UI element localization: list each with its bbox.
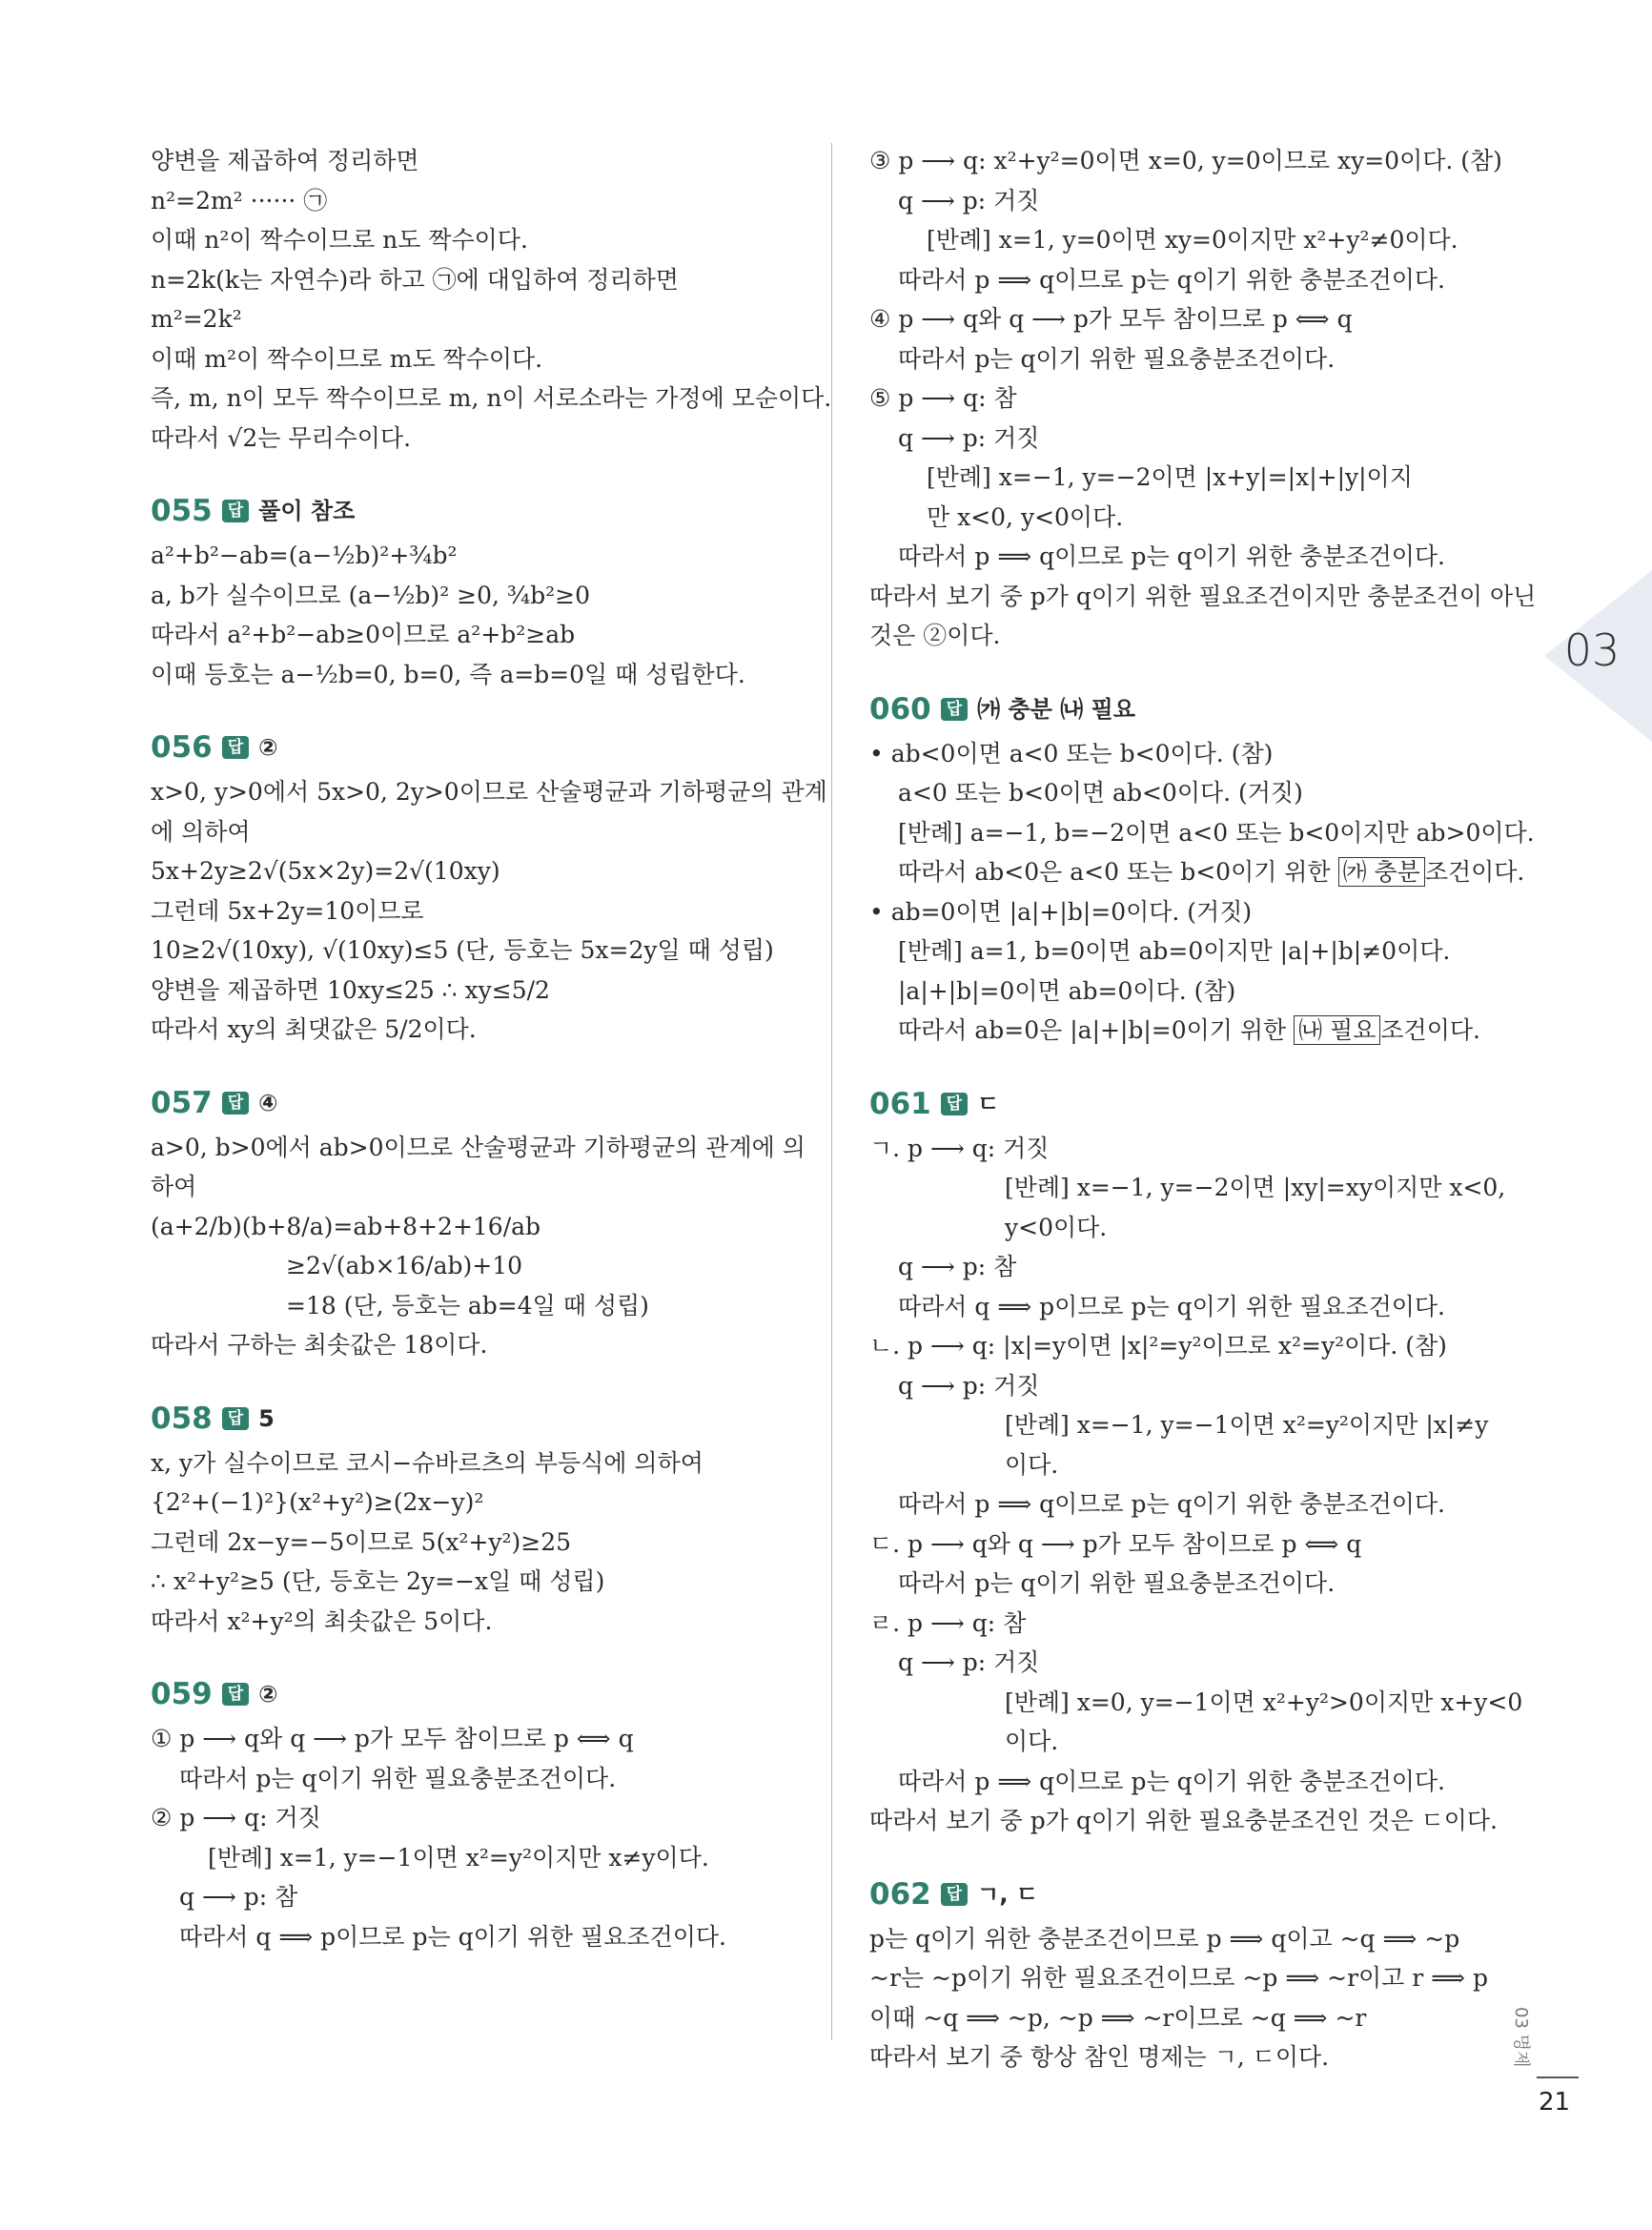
left-column bbox=[151, 141, 832, 1956]
counterexample-line: [반례] x=1, y=−1이면 x²=y²이지만 x≠y이다. bbox=[208, 1843, 709, 1872]
counterexample-line: [반례] x=0, y=−1이면 x²+y²>0이지만 x+y<0 bbox=[1005, 1688, 1523, 1716]
solution-line: q ⟶ p: 거짓 bbox=[898, 1648, 1040, 1676]
solution-line: a>0, b>0에서 ab>0이므로 산술평균과 기하평균의 관계에 의 bbox=[151, 1133, 806, 1161]
solution-line: 따라서 p ⟹ q이므로 p는 q이기 위한 충분조건이다. bbox=[898, 1767, 1445, 1795]
solution-line: ③ p ⟶ q: x²+y²=0이면 x=0, y=0이므로 xy=0이다. (참) bbox=[869, 147, 1502, 174]
solution-text: 조건이다. bbox=[1380, 1016, 1480, 1044]
counterexample-line: [반례] x=−1, y=−1이면 x²=y²이지만 |x|≠y bbox=[1005, 1411, 1489, 1439]
solution-line: ㄹ. p ⟶ q: 참 bbox=[869, 1608, 1027, 1637]
solution-line: 그런데 2x−y=−5이므로 5(x²+y²)≥25 bbox=[151, 1527, 572, 1556]
solution-text: 따라서 ab=0은 |a|+|b|=0이기 위한 bbox=[898, 1016, 1287, 1044]
solution-line: 따라서 p는 q이기 위한 필요충분조건이다. bbox=[179, 1764, 617, 1792]
problem-header-061 bbox=[869, 1083, 1518, 1125]
answer-value: ㈎ 충분 ㈏ 필요 bbox=[977, 695, 1135, 723]
counterexample-line: 만 x<0, y<0이다. bbox=[927, 502, 1124, 531]
solution-line: 따라서 구하는 최솟값은 18이다. bbox=[151, 1331, 488, 1359]
page-number-rule bbox=[1537, 2077, 1579, 2078]
problem-header-058 bbox=[151, 1398, 799, 1440]
solution-line: x>0, y>0에서 5x>0, 2y>0이므로 산술평균과 기하평균의 관계 bbox=[151, 778, 827, 806]
answer-tag: 답 bbox=[222, 1092, 249, 1115]
solution-line: 그런데 5x+2y=10이므로 bbox=[151, 896, 424, 925]
intro-line: m²=2k² bbox=[151, 305, 242, 333]
problem-number: 057 bbox=[151, 1085, 213, 1120]
intro-line: n²=2m² ······ ㉠ bbox=[151, 186, 328, 215]
solution-line bbox=[869, 1011, 1518, 1051]
counterexample-line: [반례] a=−1, b=−2이면 a<0 또는 b<0이지만 ab>0이다. bbox=[898, 818, 1535, 847]
problem-header-060 bbox=[869, 688, 1518, 730]
column-divider bbox=[831, 143, 832, 2040]
solution-line: ② p ⟶ q: 거짓 bbox=[151, 1804, 321, 1831]
problem-header-057 bbox=[151, 1082, 799, 1124]
solution-line: 따라서 p ⟹ q이므로 p는 q이기 위한 충분조건이다. bbox=[898, 265, 1445, 294]
solution-line: 따라서 보기 중 p가 q이기 위한 필요충분조건인 것은 ㄷ이다. bbox=[869, 1807, 1498, 1834]
intro-line: 즉, m, n이 모두 짝수이므로 m, n이 서로소라는 가정에 모순이다. bbox=[151, 384, 832, 412]
problem-number: 062 bbox=[869, 1876, 931, 1912]
solution-line: 따라서 p는 q이기 위한 필요충분조건이다. bbox=[898, 344, 1336, 373]
solution-line: p는 q이기 위한 충분조건이므로 p ⟹ q이고 ~q ⟹ ~p bbox=[869, 1924, 1460, 1953]
side-caption: 03 명제 bbox=[1511, 2007, 1531, 2068]
answer-value: ② bbox=[258, 1681, 278, 1708]
solution-line: • ab=0이면 |a|+|b|=0이다. (거짓) bbox=[869, 897, 1253, 926]
answer-tag: 답 bbox=[222, 736, 249, 759]
solution-line: q ⟶ p: 참 bbox=[898, 1253, 1017, 1280]
answer-tag: 답 bbox=[222, 1407, 249, 1430]
solution-line: 따라서 xy의 최댓값은 5/2이다. bbox=[151, 1015, 477, 1043]
intro-line: 이때 m²이 짝수이므로 m도 짝수이다. bbox=[151, 344, 543, 373]
solution-line: 따라서 보기 중 p가 q이기 위한 필요조건이지만 충분조건이 아닌 bbox=[869, 582, 1537, 610]
solution-line: 것은 ②이다. bbox=[869, 622, 1001, 649]
solution-line: 따라서 x²+y²의 최솟값은 5이다. bbox=[151, 1606, 493, 1635]
solution-line: 따라서 a²+b²−ab≥0이므로 a²+b²≥ab bbox=[151, 621, 576, 648]
solution-line: 이때 ~q ⟹ ~p, ~p ⟹ ~r이므로 ~q ⟹ ~r bbox=[869, 2003, 1367, 2032]
boxed-answer: ㈎ 충분 bbox=[1338, 857, 1425, 887]
solution-line: a, b가 실수이므로 (a−½b)² ≥0, ¾b²≥0 bbox=[151, 581, 591, 609]
solution-line: 따라서 p ⟹ q이므로 p는 q이기 위한 충분조건이다. bbox=[898, 542, 1445, 570]
problem-number: 060 bbox=[869, 691, 931, 726]
answer-tag: 답 bbox=[941, 1883, 968, 1906]
answer-value: 5 bbox=[258, 1404, 275, 1432]
problem-header-055 bbox=[151, 490, 799, 532]
solution-line: ⑤ p ⟶ q: 참 bbox=[869, 384, 1017, 412]
problem-header-062 bbox=[869, 1873, 1518, 1915]
answer-tag: 답 bbox=[222, 500, 249, 522]
solution-line: 5x+2y≥2√(5x×2y)=2√(10xy) bbox=[151, 857, 500, 885]
counterexample-line: [반례] x=−1, y=−2이면 |xy|=xy이지만 x<0, bbox=[1005, 1174, 1506, 1201]
page-number: 21 bbox=[1539, 2088, 1571, 2117]
answer-value: 풀이 참조 bbox=[258, 498, 356, 524]
solution-line: {2²+(−1)²}(x²+y²)≥(2x−y)² bbox=[151, 1488, 484, 1516]
chapter-label: 03 bbox=[1563, 624, 1621, 676]
answer-tag: 답 bbox=[941, 1093, 968, 1115]
solution-line: |a|+|b|=0이면 ab=0이다. (참) bbox=[898, 976, 1236, 1005]
solution-line: 이때 등호는 a−½b=0, b=0, 즉 a=b=0일 때 성립한다. bbox=[151, 660, 745, 688]
solution-line: ㄷ. p ⟶ q와 q ⟶ p가 모두 참이므로 p ⟺ q bbox=[869, 1529, 1362, 1558]
answer-tag: 답 bbox=[941, 698, 968, 721]
solution-line: ① p ⟶ q와 q ⟶ p가 모두 참이므로 p ⟺ q bbox=[151, 1725, 634, 1752]
answer-value: ㄷ bbox=[977, 1090, 1000, 1117]
problem-header-059 bbox=[151, 1673, 799, 1715]
solution-line bbox=[869, 852, 1525, 892]
solution-line: (a+2/b)(b+8/a)=ab+8+2+16/ab bbox=[151, 1212, 541, 1240]
problem-number: 058 bbox=[151, 1401, 213, 1436]
problem-number: 056 bbox=[151, 730, 213, 765]
solution-line: ~r는 ~p이기 위한 필요조건이므로 ~p ⟹ ~r이고 r ⟹ p bbox=[869, 1964, 1488, 1992]
counterexample-line: y<0이다. bbox=[1005, 1213, 1108, 1241]
answer-tag: 답 bbox=[222, 1683, 249, 1706]
boxed-answer: ㈏ 필요 bbox=[1294, 1015, 1380, 1045]
solution-line: 따라서 p ⟹ q이므로 p는 q이기 위한 충분조건이다. bbox=[898, 1490, 1445, 1518]
problem-number: 061 bbox=[869, 1086, 931, 1121]
intro-line: 이때 n²이 짝수이므로 n도 짝수이다. bbox=[151, 226, 528, 254]
solution-line: a<0 또는 b<0이면 ab<0이다. (거짓) bbox=[898, 779, 1303, 807]
solution-line: q ⟶ p: 참 bbox=[179, 1883, 298, 1911]
intro-line: 양변을 제곱하여 정리하면 bbox=[151, 147, 419, 174]
solution-line: 하여 bbox=[151, 1173, 197, 1200]
solution-line: q ⟶ p: 거짓 bbox=[898, 423, 1040, 452]
solution-line: x, y가 실수이므로 코시−슈바르츠의 부등식에 의하여 bbox=[151, 1448, 704, 1477]
solution-text: 조건이다. bbox=[1424, 858, 1525, 886]
solution-line: 따라서 q ⟹ p이므로 p는 q이기 위한 필요조건이다. bbox=[179, 1922, 726, 1951]
answer-value: ㄱ, ㄷ bbox=[977, 1880, 1038, 1908]
solution-line: a²+b²−ab=(a−½b)²+¾b² bbox=[151, 542, 458, 569]
solution-line: ∴ x²+y²≥5 (단, 등호는 2y=−x일 때 성립) bbox=[151, 1567, 605, 1595]
solution-line: q ⟶ p: 거짓 bbox=[898, 186, 1040, 215]
solution-line: 에 의하여 bbox=[151, 817, 251, 846]
solution-line: 따라서 보기 중 항상 참인 명제는 ㄱ, ㄷ이다. bbox=[869, 2043, 1330, 2071]
answer-value: ② bbox=[258, 734, 278, 761]
counterexample-line: [반례] a=1, b=0이면 ab=0이지만 |a|+|b|≠0이다. bbox=[898, 937, 1451, 965]
counterexample-line: 이다. bbox=[1005, 1450, 1059, 1479]
problem-header-056 bbox=[151, 726, 799, 768]
solution-line: q ⟶ p: 거짓 bbox=[898, 1371, 1040, 1400]
solution-line: ≥2√(ab×16/ab)+10 bbox=[286, 1252, 523, 1279]
answer-value: ④ bbox=[258, 1089, 278, 1116]
solution-line: ④ p ⟶ q와 q ⟶ p가 모두 참이므로 p ⟺ q bbox=[869, 305, 1353, 333]
intro-line: n=2k(k는 자연수)라 하고 ㉠에 대입하여 정리하면 bbox=[151, 265, 679, 294]
solution-line: 따라서 q ⟹ p이므로 p는 q이기 위한 필요조건이다. bbox=[898, 1292, 1445, 1320]
solution-text: 따라서 ab<0은 a<0 또는 b<0이기 위한 bbox=[898, 858, 1331, 886]
problem-number: 055 bbox=[151, 494, 213, 528]
solution-line: =18 (단, 등호는 ab=4일 때 성립) bbox=[286, 1291, 649, 1320]
counterexample-line: [반례] x=−1, y=−2이면 |x+y|=|x|+|y|이지 bbox=[927, 463, 1413, 491]
problem-number: 059 bbox=[151, 1677, 213, 1711]
intro-line: 따라서 √2는 무리수이다. bbox=[151, 423, 412, 452]
solution-line: 양변을 제곱하면 10xy≤25 ∴ xy≤5/2 bbox=[151, 975, 550, 1004]
solution-line: ㄴ. p ⟶ q: |x|=y이면 |x|²=y²이므로 x²=y²이다. (참) bbox=[869, 1332, 1447, 1360]
solution-line: • ab<0이면 a<0 또는 b<0이다. (참) bbox=[869, 739, 1274, 767]
solution-line: ㄱ. p ⟶ q: 거짓 bbox=[869, 1134, 1050, 1162]
solution-line: 10≥2√(10xy), √(10xy)≤5 (단, 등호는 5x=2y일 때 성립) bbox=[151, 936, 774, 964]
counterexample-line: 이다. bbox=[1005, 1728, 1059, 1755]
counterexample-line: [반례] x=1, y=0이면 xy=0이지만 x²+y²≠0이다. bbox=[927, 226, 1458, 254]
solution-line: 따라서 p는 q이기 위한 필요충분조건이다. bbox=[898, 1569, 1336, 1597]
